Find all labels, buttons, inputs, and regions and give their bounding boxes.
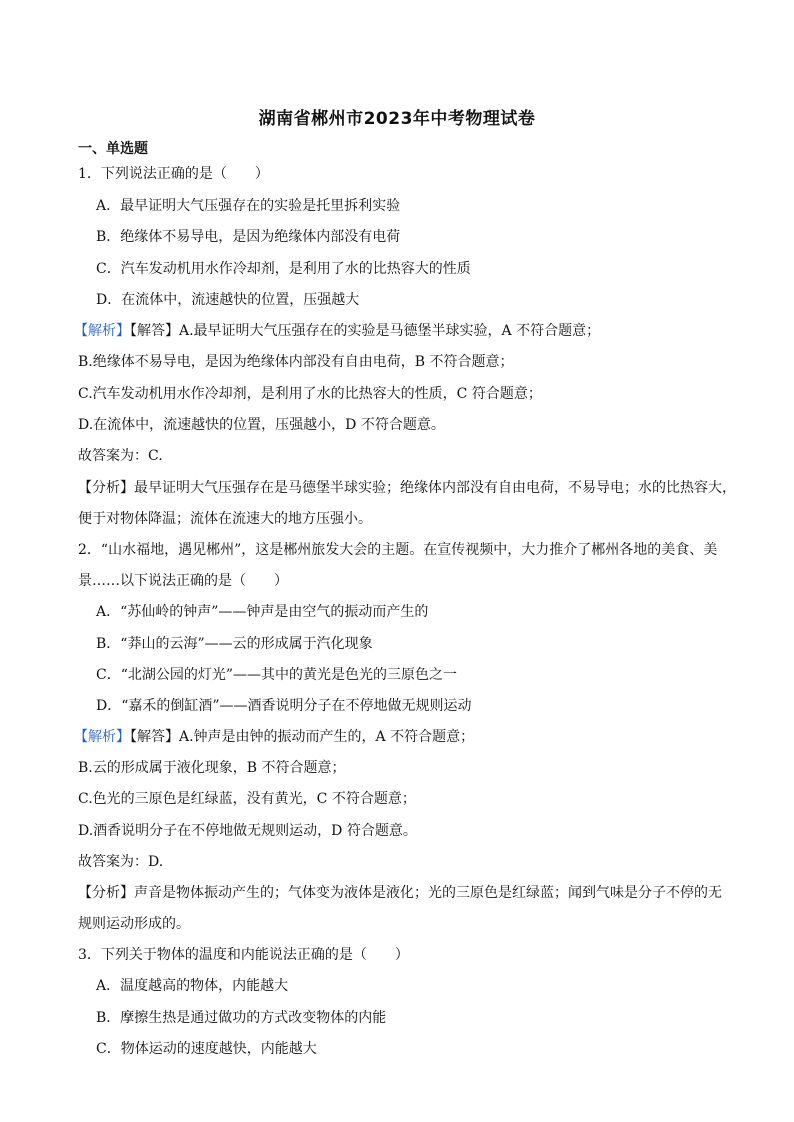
- question-3-option-b: B．摩擦生热是通过做功的方式改变物体的内能: [96, 1010, 387, 1026]
- question-1-stem: 1．下列说法正确的是（ ）: [78, 166, 269, 182]
- analysis-tag: 【解析】: [74, 323, 130, 339]
- question-1-solution: [74, 321, 774, 341]
- question-3-option-c: C．物体运动的速度越快，内能越大: [96, 1041, 317, 1057]
- question-1-option-b: B．绝缘体不易导电，是因为绝缘体内部没有电荷: [96, 229, 401, 245]
- question-2-solution-line: D.酒香说明分子在不停地做无规则运动，D 符合题意。: [78, 823, 417, 839]
- question-1-option-d: D．在流体中，流速越快的位置，压强越大: [96, 292, 360, 308]
- question-1-solution-line: B.绝缘体不易导电，是因为绝缘体内部没有自由电荷，B 不符合题意；: [78, 354, 514, 370]
- question-2-stem: 2．“山水福地，遇见郴州”，这是郴州旅发大会的主题。在宣传视频中，大力推介了郴州各地的美食、美: [78, 542, 718, 558]
- question-3-option-a: A．温度越高的物体，内能越大: [96, 978, 289, 994]
- solution-text: 【解答】A.钟声是由钟的振动而产生的，A 不符合题意；: [130, 729, 475, 745]
- question-1-solution-line: D.在流体中，流速越快的位置，压强越小，D 不符合题意。: [78, 417, 445, 433]
- question-2-analysis: 【分析】声音是物体振动产生的；气体变为液体是液化；光的三原色是红绿蓝；闻到气味是分子不停的无: [78, 885, 722, 901]
- question-2-option-c: C．“北湖公园的灯光”——其中的黄光是色光的三原色之一: [96, 667, 458, 683]
- question-2-solution-line: C.色光的三原色是红绿蓝，没有黄光，C 不符合题意；: [78, 791, 416, 807]
- question-2-option-b: B．“莽山的云海”——云的形成属于汽化现象: [96, 636, 373, 652]
- question-1-solution-line: C.汽车发动机用水作冷却剂，是利用了水的比热容大的性质，C 符合题意；: [78, 386, 542, 402]
- solution-text: 【解答】A.最早证明大气压强存在的实验是马德堡半球实验，A 不符合题意；: [130, 323, 601, 339]
- page-title: 湖南省郴州市2023年中考物理试卷: [258, 109, 536, 129]
- question-1-answer: 故答案为：C.: [78, 448, 163, 464]
- question-1-analysis: 便于对物体降温；流体在流速大的地方压强小。: [78, 511, 372, 527]
- question-1-analysis: 【分析】最早证明大气压强存在是马德堡半球实验；绝缘体内部没有自由电荷，不易导电；水的比热容大，: [78, 480, 736, 496]
- question-2-stem: 景……以下说法正确的是（ ）: [78, 573, 288, 589]
- question-2-solution-line: B.云的形成属于液化现象，B 不符合题意；: [78, 760, 346, 776]
- question-1-option-c: C．汽车发动机用水作冷却剂，是利用了水的比热容大的性质: [96, 261, 471, 277]
- question-2-option-d: D．“嘉禾的倒缸酒”——酒香说明分子在不停地做无规则运动: [96, 698, 472, 714]
- question-2-analysis: 规则运动形成的。: [78, 916, 190, 932]
- section-heading: 一、单选题: [78, 141, 148, 157]
- question-1-option-a: A．最早证明大气压强存在的实验是托里拆利实验: [96, 198, 401, 214]
- analysis-tag: 【解析】: [74, 729, 130, 745]
- question-3-stem: 3．下列关于物体的温度和内能说法正确的是（ ）: [78, 947, 409, 963]
- question-2-solution: [74, 727, 774, 747]
- question-2-answer: 故答案为：D.: [78, 854, 164, 870]
- question-2-option-a: A．“苏仙岭的钟声”——钟声是由空气的振动而产生的: [96, 604, 429, 620]
